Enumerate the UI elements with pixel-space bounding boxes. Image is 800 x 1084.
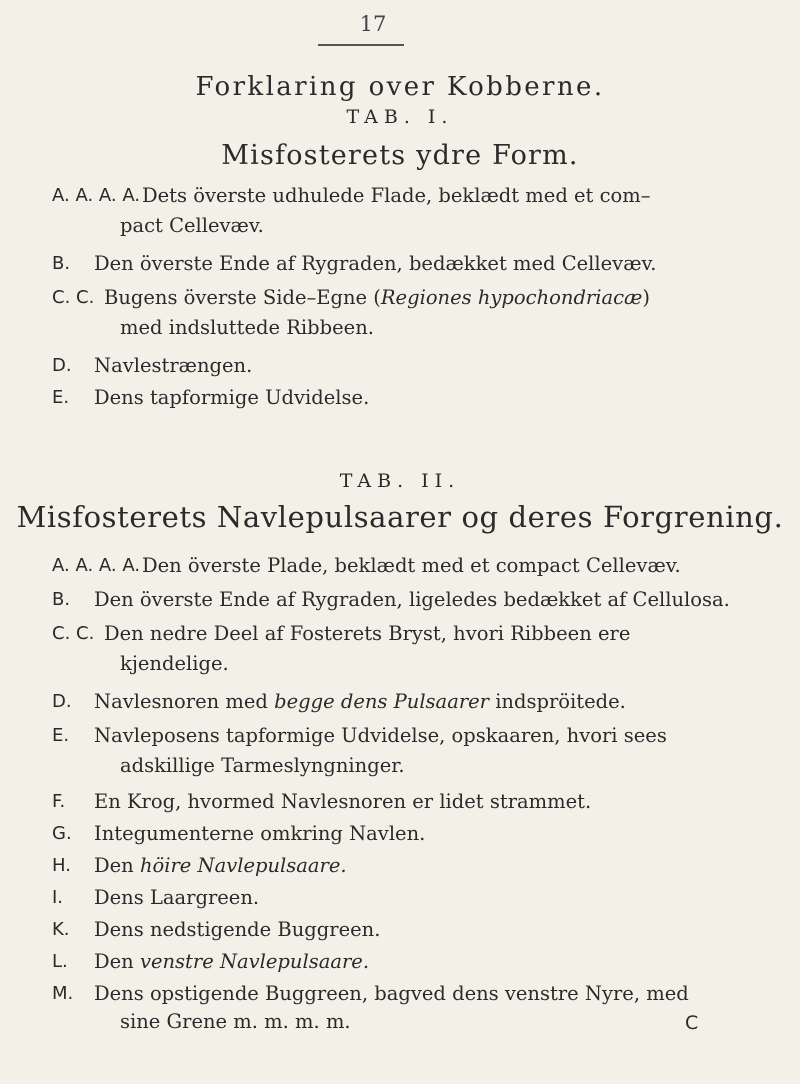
- entry-text: Dens tapformige Udvidelse.: [94, 386, 370, 409]
- entry-text-cont: med indsluttede Ribbeen.: [120, 316, 374, 339]
- page-number: 17: [359, 12, 387, 36]
- entry-text: [94, 852, 347, 880]
- entry-text-post: ): [642, 286, 650, 309]
- entry-text: [104, 284, 650, 312]
- entry-text: En Krog, hvormed Navlesnoren er lidet strammet.: [94, 790, 592, 813]
- entry-key: G.: [52, 823, 72, 844]
- entry-text: Navleposens tapformige Udvidelse, opskaaren, hvori sees: [94, 724, 667, 747]
- entry-text-pre: Den: [94, 950, 140, 973]
- entry-key: F.: [52, 791, 66, 812]
- entry-text-pre: Bugens överste Side–Egne (: [104, 286, 381, 309]
- entry-key: A. A. A. A.: [52, 185, 141, 206]
- entry-text-italic: begge dens Pulsaarer: [274, 690, 489, 713]
- entry-key: K.: [52, 919, 70, 940]
- entry-key: H.: [52, 855, 71, 876]
- tab1-subtitle: Misfosterets ydre Form.: [221, 140, 579, 171]
- catchword: C: [685, 1012, 699, 1034]
- entry-text: Den nedre Deel af Fosterets Bryst, hvori Ribbeen ere: [104, 622, 631, 645]
- entry-key: E.: [52, 387, 70, 408]
- tab1-label: TAB. I.: [346, 106, 454, 128]
- entry-key: C. C.: [52, 623, 95, 644]
- entry-text-italic: Regiones hypochondriacæ: [380, 286, 643, 309]
- page-title: Forklaring over Kobberne.: [195, 72, 605, 102]
- tab2-label: TAB. II.: [339, 470, 461, 492]
- entry-text: [94, 948, 369, 976]
- entry-key: I.: [52, 887, 64, 908]
- entry-key: D.: [52, 691, 72, 712]
- tab2-subtitle: Misfosterets Navlepulsaarer og deres Forgrening.: [16, 500, 784, 534]
- entry-text: Den överste Ende af Rygraden, bedækket med Cellevæv.: [94, 252, 657, 275]
- entry-text: Navlestrængen.: [94, 354, 253, 377]
- entry-text-cont: sine Grene m. m. m. m.: [120, 1010, 351, 1033]
- entry-text: Dens nedstigende Buggreen.: [94, 918, 381, 941]
- entry-text: Integumenterne omkring Navlen.: [94, 822, 426, 845]
- entry-key: L.: [52, 951, 68, 972]
- entry-key: M.: [52, 983, 74, 1004]
- entry-text: Dens Laargreen.: [94, 886, 260, 909]
- entry-key: A. A. A. A.: [52, 555, 141, 576]
- page-number-rule: [318, 44, 404, 46]
- entry-key: C. C.: [52, 287, 95, 308]
- entry-key: B.: [52, 253, 71, 274]
- entry-text-cont: kjendelige.: [120, 652, 229, 675]
- entry-text: Den överste Plade, beklædt med et compact Cellevæv.: [142, 554, 681, 577]
- entry-key: E.: [52, 725, 70, 746]
- entry-text: Den överste Ende af Rygraden, ligeledes bedækket af Cellulosa.: [94, 588, 730, 611]
- entry-key: B.: [52, 589, 71, 610]
- entry-text-pre: Den: [94, 854, 140, 877]
- entry-text-italic: höire Navlepulsaare.: [139, 854, 347, 877]
- entry-text-italic: venstre Navlepulsaare.: [139, 950, 370, 973]
- entry-text-pre: Navlesnoren med: [94, 690, 275, 713]
- entry-text-post: indspröitede.: [489, 690, 626, 713]
- entry-text: Dets överste udhulede Flade, beklædt med et com–: [142, 184, 651, 207]
- entry-text-cont: pact Cellevæv.: [120, 214, 264, 237]
- entry-text-cont: adskillige Tarmeslyngninger.: [120, 754, 405, 777]
- entry-key: D.: [52, 355, 72, 376]
- entry-text: [94, 688, 626, 716]
- entry-text: Dens opstigende Buggreen, bagved dens venstre Nyre, med: [94, 982, 689, 1005]
